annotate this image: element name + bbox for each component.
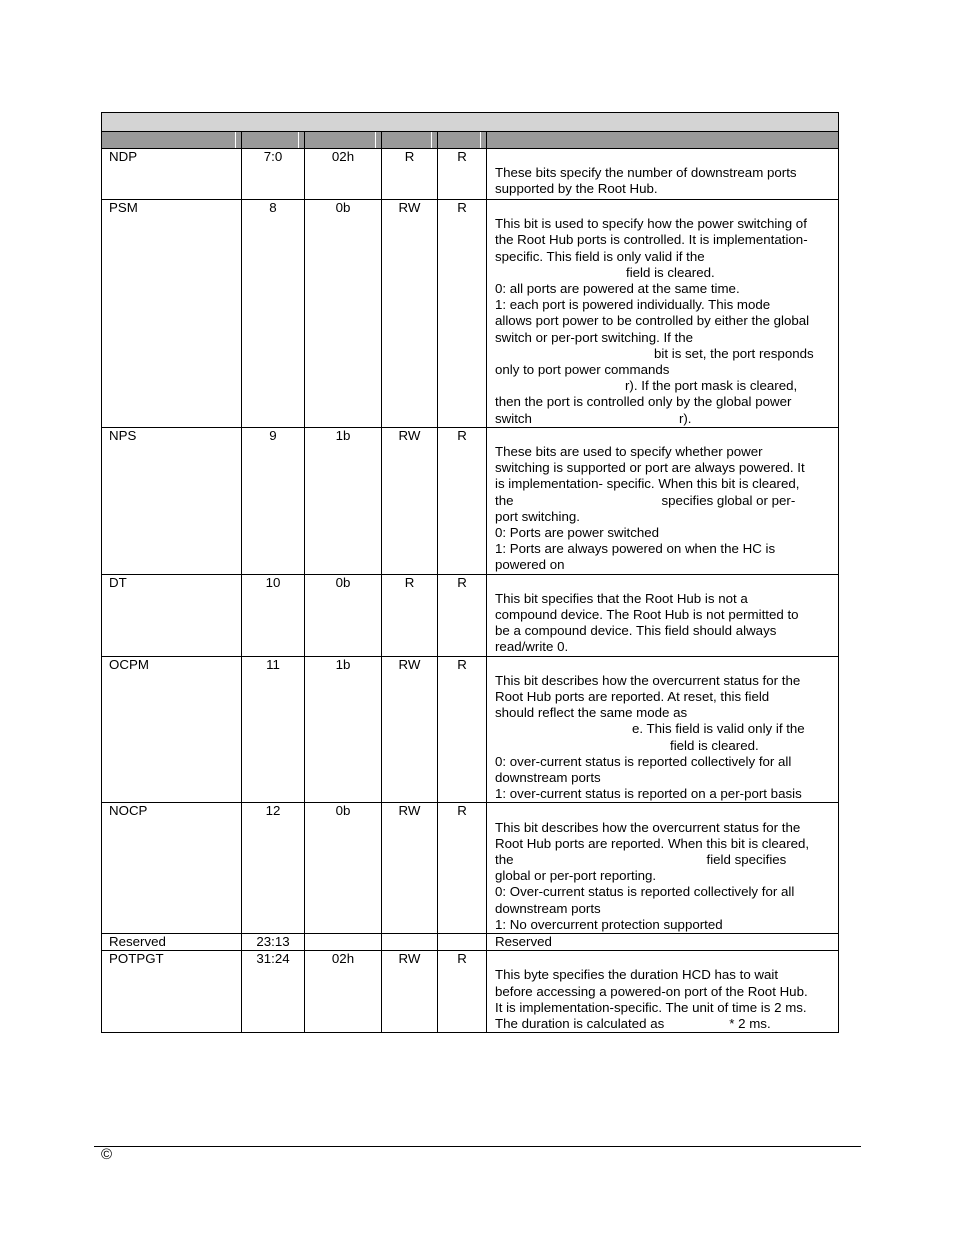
table-column-header-row (102, 132, 839, 149)
field-hub-access: R (438, 149, 487, 200)
description-line: allows port power to be controlled by either the global (495, 313, 810, 329)
copyright-symbol: © (101, 1146, 113, 1163)
table-row (102, 656, 839, 803)
footer-rule (94, 1146, 861, 1147)
description-line: field is cleared. (670, 737, 759, 753)
description-line: should reflect the same mode as (495, 705, 688, 721)
field-description (487, 656, 839, 803)
description-line: It is implementation-specific. The unit of time is 2 ms. (495, 999, 807, 1015)
field-hcd-access (382, 934, 438, 951)
field-description (487, 803, 839, 934)
description-line: This bit specifies that the Root Hub is not a (495, 590, 748, 606)
description-line: global or per-port reporting. (495, 868, 657, 884)
description-line: Root Hub ports are reported. At reset, this field (495, 689, 770, 705)
description-line: switching is supported or port are always powered. It (495, 460, 805, 476)
table-row (102, 200, 839, 428)
field-hub-access: R (438, 803, 487, 934)
field-bits: 9 (242, 427, 305, 574)
description-line: 1: No overcurrent protection supported (495, 916, 723, 932)
description-fragment: field specifies (706, 852, 787, 868)
description-line: This bit describes how the overcurrent status for the (495, 672, 801, 688)
description-fragment: r). (678, 410, 692, 426)
field-hub-access: R (438, 656, 487, 803)
field-default: 02h (305, 149, 382, 200)
table-row (102, 149, 839, 200)
description-line (495, 852, 832, 868)
field-name: NDP (102, 149, 242, 200)
field-bits: 31:24 (242, 951, 305, 1033)
table-row (102, 803, 839, 934)
field-hcd-access: RW (382, 427, 438, 574)
description-line: downstream ports (495, 900, 601, 916)
description-line: This byte specifies the duration HCD has to wait (495, 967, 779, 983)
description-line (495, 493, 832, 509)
description-line: 0: all ports are powered at the same time. (495, 281, 740, 296)
description-line: These bits are used to specify whether power (495, 444, 763, 460)
description-line: be a compound device. This field should always (495, 623, 777, 639)
description-fragment: specifies global or per- (661, 492, 796, 508)
description-line: specific. This field is only valid if the (495, 248, 705, 264)
description-line: is implementation- specific. When this bit is cleared, (495, 476, 800, 492)
column-header-hcd (382, 132, 438, 149)
description-line: 1: each port is powered individually. This mode (495, 297, 771, 313)
field-bits: 7:0 (242, 149, 305, 200)
field-description (487, 427, 839, 574)
field-hcd-access: RW (382, 200, 438, 428)
field-name: NPS (102, 427, 242, 574)
description-line: r). If the port mask is cleared, (625, 378, 798, 394)
table-row (102, 574, 839, 656)
register-field-table (101, 112, 839, 1033)
description-line: switch or per-port switching. If the (495, 329, 694, 345)
description-line: 1: Ports are always powered on when the HC is (495, 541, 776, 557)
field-default: 0b (305, 803, 382, 934)
field-description (487, 934, 839, 951)
description-line: the Root Hub ports is controlled. It is implementation- (495, 232, 808, 248)
column-header-bits (242, 132, 305, 149)
field-bits: 23:13 (242, 934, 305, 951)
field-description (487, 951, 839, 1033)
field-hub-access: R (438, 574, 487, 656)
table-row (102, 934, 839, 951)
description-fragment: * 2 ms. (729, 1016, 771, 1032)
description-fragment: switch (495, 410, 532, 426)
field-bits: 8 (242, 200, 305, 428)
description-line: bit is set, the port responds (654, 345, 814, 361)
description-line: 0: Ports are power switched (495, 525, 660, 541)
field-hub-access: R (438, 951, 487, 1033)
field-description (487, 200, 839, 428)
description-line: read/write 0. (495, 639, 569, 655)
description-line: 0: over-current status is reported collectively for all (495, 753, 792, 769)
description-line: This bit describes how the overcurrent status for the (495, 819, 801, 835)
description-line: downstream ports (495, 770, 601, 786)
description-fragment: the (495, 492, 514, 508)
description-line: port switching. (495, 508, 580, 524)
description-line: field is cleared. (626, 264, 715, 280)
description-line: e. This field is valid only if the (632, 721, 805, 737)
column-header-default (305, 132, 382, 149)
description-fragment: The duration is calculated as (495, 1016, 665, 1032)
field-hcd-access: R (382, 574, 438, 656)
description-line: These bits specify the number of downstream ports (495, 165, 797, 181)
field-name: OCPM (102, 656, 242, 803)
description-line: 1: over-current status is reported on a per-port basis (495, 786, 802, 802)
field-name: PSM (102, 200, 242, 428)
description-line: only to port power commands (495, 362, 670, 378)
field-hcd-access: RW (382, 656, 438, 803)
field-default (305, 934, 382, 951)
field-hub-access: R (438, 427, 487, 574)
column-header-description (487, 132, 839, 149)
field-default: 02h (305, 951, 382, 1033)
description-line: 0: Over-current status is reported collectively for all (495, 884, 795, 900)
description-line: Reserved (495, 934, 552, 950)
field-description (487, 149, 839, 200)
field-default: 1b (305, 656, 382, 803)
description-line (495, 411, 832, 427)
column-header-hub (438, 132, 487, 149)
field-hcd-access: RW (382, 951, 438, 1033)
description-line: compound device. The Root Hub is not permitted to (495, 607, 799, 623)
description-line: before accessing a powered-on port of the Root Hub. (495, 983, 808, 999)
field-hcd-access: RW (382, 803, 438, 934)
description-line: powered on (495, 557, 565, 573)
field-name: POTPGT (102, 951, 242, 1033)
field-default: 1b (305, 427, 382, 574)
description-line: supported by the Root Hub. (495, 181, 658, 197)
field-description (487, 574, 839, 656)
column-header-field (102, 132, 242, 149)
field-name: DT (102, 574, 242, 656)
field-bits: 12 (242, 803, 305, 934)
description-line (495, 1016, 832, 1032)
description-line: This bit is used to specify how the power switching of (495, 216, 807, 232)
field-hub-access (438, 934, 487, 951)
description-line: then the port is controlled only by the global power (495, 394, 792, 410)
field-bits: 10 (242, 574, 305, 656)
field-name: NOCP (102, 803, 242, 934)
field-default: 0b (305, 200, 382, 428)
description-fragment: the (495, 852, 514, 868)
table-title-bar (102, 113, 839, 132)
field-hub-access: R (438, 200, 487, 428)
field-hcd-access: R (382, 149, 438, 200)
description-line: Root Hub ports are reported. When this bit is cleared, (495, 835, 810, 851)
field-bits: 11 (242, 656, 305, 803)
field-default: 0b (305, 574, 382, 656)
field-name: Reserved (102, 934, 242, 951)
table-row (102, 427, 839, 574)
table-row (102, 951, 839, 1033)
